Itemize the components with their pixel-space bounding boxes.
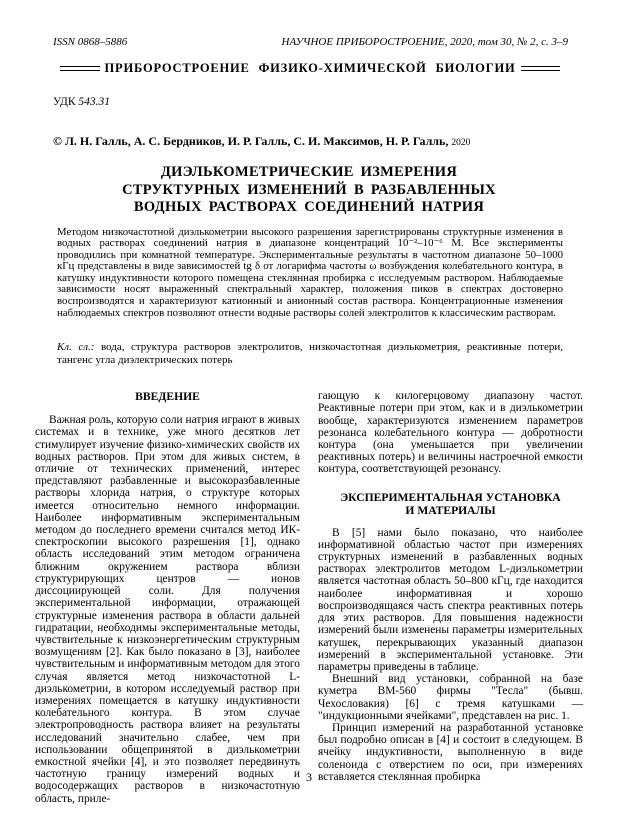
udc-label: УДК (53, 96, 79, 108)
two-column-body (35, 390, 583, 805)
banner-right-rule (521, 66, 561, 71)
article-title-line-2: СТРУКТУРНЫХ ИЗМЕНЕНИЙ В РАЗБАВЛЕННЫХ (122, 181, 496, 198)
setup-heading (318, 491, 583, 517)
article-title-line-1: ДИЭЛЬКОМЕТРИЧЕСКИЕ ИЗМЕРЕНИЯ (160, 164, 458, 180)
setup-heading-line-2: И МАТЕРИАЛЫ (405, 503, 496, 517)
keywords (57, 341, 563, 366)
page-number: 3 (306, 770, 312, 784)
column-left (35, 390, 300, 805)
column-right (318, 390, 583, 805)
journal-reference: НАУЧНОЕ ПРИБОРОСТРОЕНИЕ, 2020, том 30, № 2, с. 3–9 (281, 36, 568, 48)
article-title (0, 164, 618, 217)
setup-paragraph-2: Внешний вид установки, собранной на базе куметра ВМ-560 фирмы "Тесла" (бывш. Чехословакия) [6] с тремя катушками — "индукционными ячейками", представлен на рис. 1. (318, 673, 583, 722)
issn: ISSN 0868–5886 (53, 36, 128, 48)
intro-heading: ВВЕДЕНИЕ (135, 390, 200, 404)
article-title-line-3: ВОДНЫХ РАСТВОРАХ СОЕДИНЕНИЙ НАТРИЯ (133, 199, 485, 215)
udc-number: 543.31 (78, 96, 110, 108)
setup-heading-line-1: ЭКСПЕРИМЕНТАЛЬНАЯ УСТАНОВКА (340, 490, 561, 504)
authors-line (53, 134, 618, 149)
section-banner-title: ПРИБОРОСТРОЕНИЕ ФИЗИКО-ХИМИЧЕСКОЙ БИОЛОГИИ (104, 61, 516, 75)
banner-left-rule (60, 66, 100, 71)
intro-continuation: гающую к килогерцовому диапазону частот. Реактивные потери при этом, как и в диэлькометрии вообще, характеризуются изменением параметров резонанса колебательного контура — добротности контура (она уменьшается при увеличении реактивных потерь) и величины настроечной емкости контура, соответствующей резонансу. (318, 390, 583, 476)
intro-paragraph: Важная роль, которую соли натрия играют в живых системах и в технике, уже много десятков лет стимулирует изучение физико-химических свойств их водных растворов. При этом для живых систем, в отличие от технических применений, интерес представляют разбавленные и высокоразбавленные растворы хлорида натрия, о структуре которых имеется относительно немного информации. Наиболее информативным экспериментальным методом до последнего времени считался метод ИК-спектроскопии высокого разрешения [1], однако область исследований этим методом ограничена ближним окружением раствора вблизи структурирующих центров — ионов диссоциирующей соли. Для получения экспериментальной информации, отражающей структурные изменения раствора в области дальней гидратации, необходимы экспериментальные методы, чувствительные к низкоэнергетическим структурным возмущениям [2]. Как было показано в [3], наиболее чувствительным и информативным методом для этого случая является метод низкочастотной L-диэлькометрии, в котором исследуемый раствор при измерениях помещается в катушку индуктивности колебательного контура. В этом случае электропроводность раствора влияет на результаты исследований значительно слабее, чем при использовании общепринятой в диэлькометрии емкостной ячейки [4], и это позволяет передвинуть частотную границу измерений водных и водосодержащих растворов в низкочастотную область, приле- (35, 414, 300, 805)
keywords-text: вода, структура растворов электролитов, низкочастотная диэлькометрия, реактивные потери, тангенс угла диэлектрических потерь (57, 341, 564, 366)
setup-paragraph-1: В [5] нами было показано, что наиболее информативной областью частот при измерениях структурных изменений в разбавленных водных растворах электролитов методом L-диэлькометрии является частотная область 50–800 кГц, где находится наиболее информативная и хорошо воспроизводящаяся часть спектра реактивных потерь для этих растворов. Для повышения надежности измерений были изменены параметры измерительных катушек, перекрывающих указанный диапазон измерений в экспериментальной установке. Эти параметры приведены в таблице. (318, 526, 583, 673)
running-head (53, 36, 568, 48)
abstract: Методом низкочастотной диэлькометрии высокого разрешения зарегистрированы структурные изменения в водных растворах соединений натрия в диапазоне концентраций 10⁻²–10⁻⁶ М. Все эксперименты проводились при комнатной температуре. Экспериментальные результаты в частотном диапазоне 50–1000 кГц представлены в виде зависимостей tg δ от логарифма частоты ω возбуждения колебательного контура, в катушку индуктивности которого помещена стеклянная пробирка с исследуемым раствором. Наблюдаемые зависимости носят выраженный спектральный характер, положения пиков в спектрах достоверно воспроизводятся и характеризуют катионный и анионный состав раствора. Концентрационные изменения наблюдаемых спектров позволяют отнести водные растворы солей электролитов к классическим растворам. (57, 225, 563, 319)
keywords-label: Кл. сл.: (57, 341, 101, 354)
authors-year: 2020 (451, 138, 471, 148)
setup-paragraph-3: Принцип измерений на разработанной установке был подробно описан в [4] и состоит в следующем. В ячейку индуктивности, выполненную в виде соленоида с отверстием по оси, при измерениях вставляется стеклянная пробирка (318, 721, 583, 783)
section-banner (60, 61, 560, 76)
udc-line (53, 96, 618, 108)
authors-names: © Л. Н. Галль, А. С. Бердников, И. Р. Галль, С. И. Максимов, Н. Р. Галль, (53, 134, 452, 148)
